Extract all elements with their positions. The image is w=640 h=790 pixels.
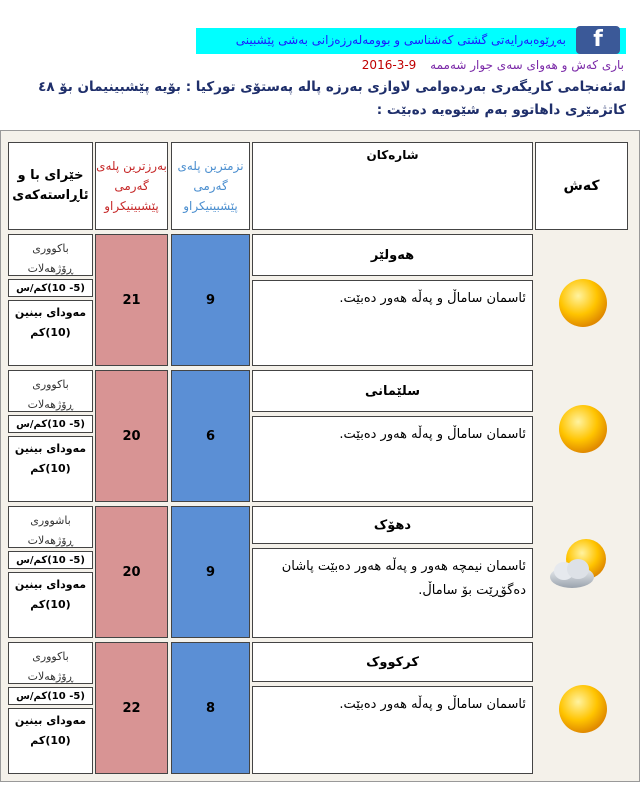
sun-icon xyxy=(548,270,618,335)
max-temp-value: 20 xyxy=(95,370,168,502)
forecast-description: ئاسمان ساماڵ و پەڵە هەور دەبێت. xyxy=(252,686,533,774)
wind-speed: (5- 10)کم/س xyxy=(8,415,93,433)
wind-speed: (5- 10)کم/س xyxy=(8,551,93,569)
min-temp-value: 9 xyxy=(171,506,250,638)
visibility: مەودای بینین (10)کم xyxy=(8,300,93,366)
min-temp-value: 8 xyxy=(171,642,250,774)
city-name: دهۆک xyxy=(252,506,533,544)
header-max-temp: بەرزترین پلەی گەرمی پێشبینیکراو xyxy=(95,142,168,230)
header-min-temp: نزمترین پلەی گەرمی پێشبینیکراو xyxy=(171,142,250,230)
forecast-description: ئاسمان نیمچە هەور و پەڵە هەور دەبێت پاشان دەگۆڕێت بۆ ساماڵ. xyxy=(252,548,533,638)
facebook-icon[interactable]: f xyxy=(576,26,620,54)
wind-direction: باشووری ڕۆژهەلات xyxy=(8,506,93,548)
visibility: مەودای بینین (10)کم xyxy=(8,436,93,502)
max-temp-value: 20 xyxy=(95,506,168,638)
sun-icon xyxy=(548,396,618,461)
visibility: مەودای بینین (10)کم xyxy=(8,708,93,774)
subtitle-text: باری کەش و هەوای سەی جوار شەممە xyxy=(430,58,624,72)
forecast-description: ئاسمان ساماڵ و پەڵە هەور دەبێت. xyxy=(252,416,533,502)
visibility: مەودای بینین (10)کم xyxy=(8,572,93,638)
wind-direction: باکووری ڕۆژهەلات xyxy=(8,642,93,684)
header-cities: شارەکان xyxy=(252,142,533,230)
max-temp-value: 22 xyxy=(95,642,168,774)
wind-direction: باکووری ڕۆژهەلات xyxy=(8,234,93,276)
banner-title: بەڕێوەبەرایەتی گشتی کەشناسی و بوومەلەرزەزانی بەشی پێشبینی xyxy=(235,33,566,47)
city-name: هەولێر xyxy=(252,234,533,276)
sun-icon xyxy=(548,676,618,741)
forecast-description: ئاسمان ساماڵ و پەڵە هەور دەبێت. xyxy=(252,280,533,366)
wind-speed: (5- 10)کم/س xyxy=(8,279,93,297)
partly-cloudy-icon xyxy=(538,532,624,597)
min-temp-value: 9 xyxy=(171,234,250,366)
header-weather: کەش xyxy=(535,142,628,230)
city-name: سلێمانی xyxy=(252,370,533,412)
forecast-subtitle xyxy=(362,58,624,72)
header-wind: خێرای با و ئاڕاستەکەی xyxy=(8,142,93,230)
wind-direction: باکووری ڕۆژهەلات xyxy=(8,370,93,412)
header-banner xyxy=(196,28,626,54)
city-name: کرکووک xyxy=(252,642,533,682)
min-temp-value: 6 xyxy=(171,370,250,502)
wind-speed: (5- 10)کم/س xyxy=(8,687,93,705)
forecast-date: 9-3-2016 xyxy=(361,58,417,72)
intro-text: لەئەنجامی کاریگەری بەردەوامی لاوازی بەرزە پالە پەستۆی تورکیا : بۆیە پێشبینیمان بۆ ٤٨ کاتژمێری داهاتوو بەم شێوەیە دەبێت : xyxy=(38,79,626,118)
max-temp-value: 21 xyxy=(95,234,168,366)
